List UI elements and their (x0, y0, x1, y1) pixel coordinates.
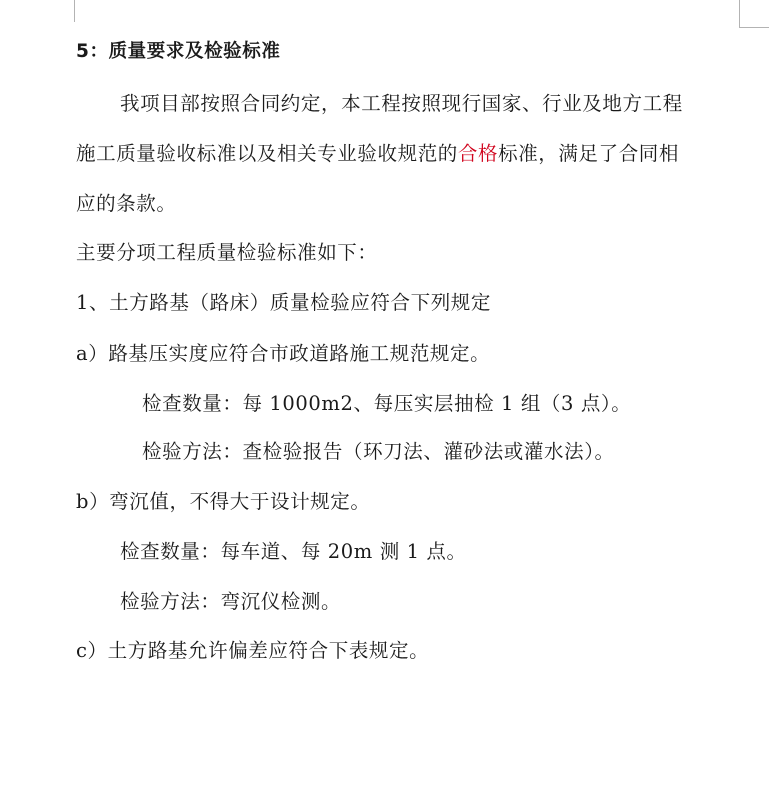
item-a-method: 检验方法：查检验报告（环刀法、灌砂法或灌水法）。 (142, 440, 615, 463)
paragraph-line-2-end: 标准，满足了合同相 (498, 142, 680, 165)
margin-corner-mark-right (739, 0, 740, 27)
item-b-quantity: 检查数量：每车道、每 20m 测 1 点。 (120, 540, 467, 563)
item-c-text: c）土方路基允许偏差应符合下表规定。 (76, 639, 430, 662)
paragraph-line-2-start: 施工质量验收标准以及相关专业验收规范的 (76, 142, 458, 165)
item-b-text: b）弯沉值，不得大于设计规定。 (76, 490, 371, 513)
paragraph-line-3: 应的条款。 (76, 192, 177, 215)
item-1-title: 1、土方路基（路床）质量检验应符合下列规定 (76, 291, 492, 314)
highlighted-word: 合格 (457, 142, 499, 165)
paragraph-line-1: 我项目部按照合同约定，本工程按照现行国家、行业及地方工程 (120, 92, 683, 115)
item-a-quantity: 检查数量：每 1000m2、每压实层抽检 1 组（3 点）。 (142, 392, 632, 415)
section-heading: 5：质量要求及检验标准 (76, 41, 281, 62)
margin-corner-mark-right-horizontal (739, 27, 769, 28)
intro-line: 主要分项工程质量检验标准如下： (76, 241, 378, 264)
item-b-method: 检验方法：弯沉仪检测。 (120, 590, 342, 613)
margin-corner-mark-left (74, 0, 75, 22)
paragraph-line-2 (76, 136, 679, 172)
item-a-text: a）路基压实度应符合市政道路施工规范规定。 (76, 342, 491, 365)
